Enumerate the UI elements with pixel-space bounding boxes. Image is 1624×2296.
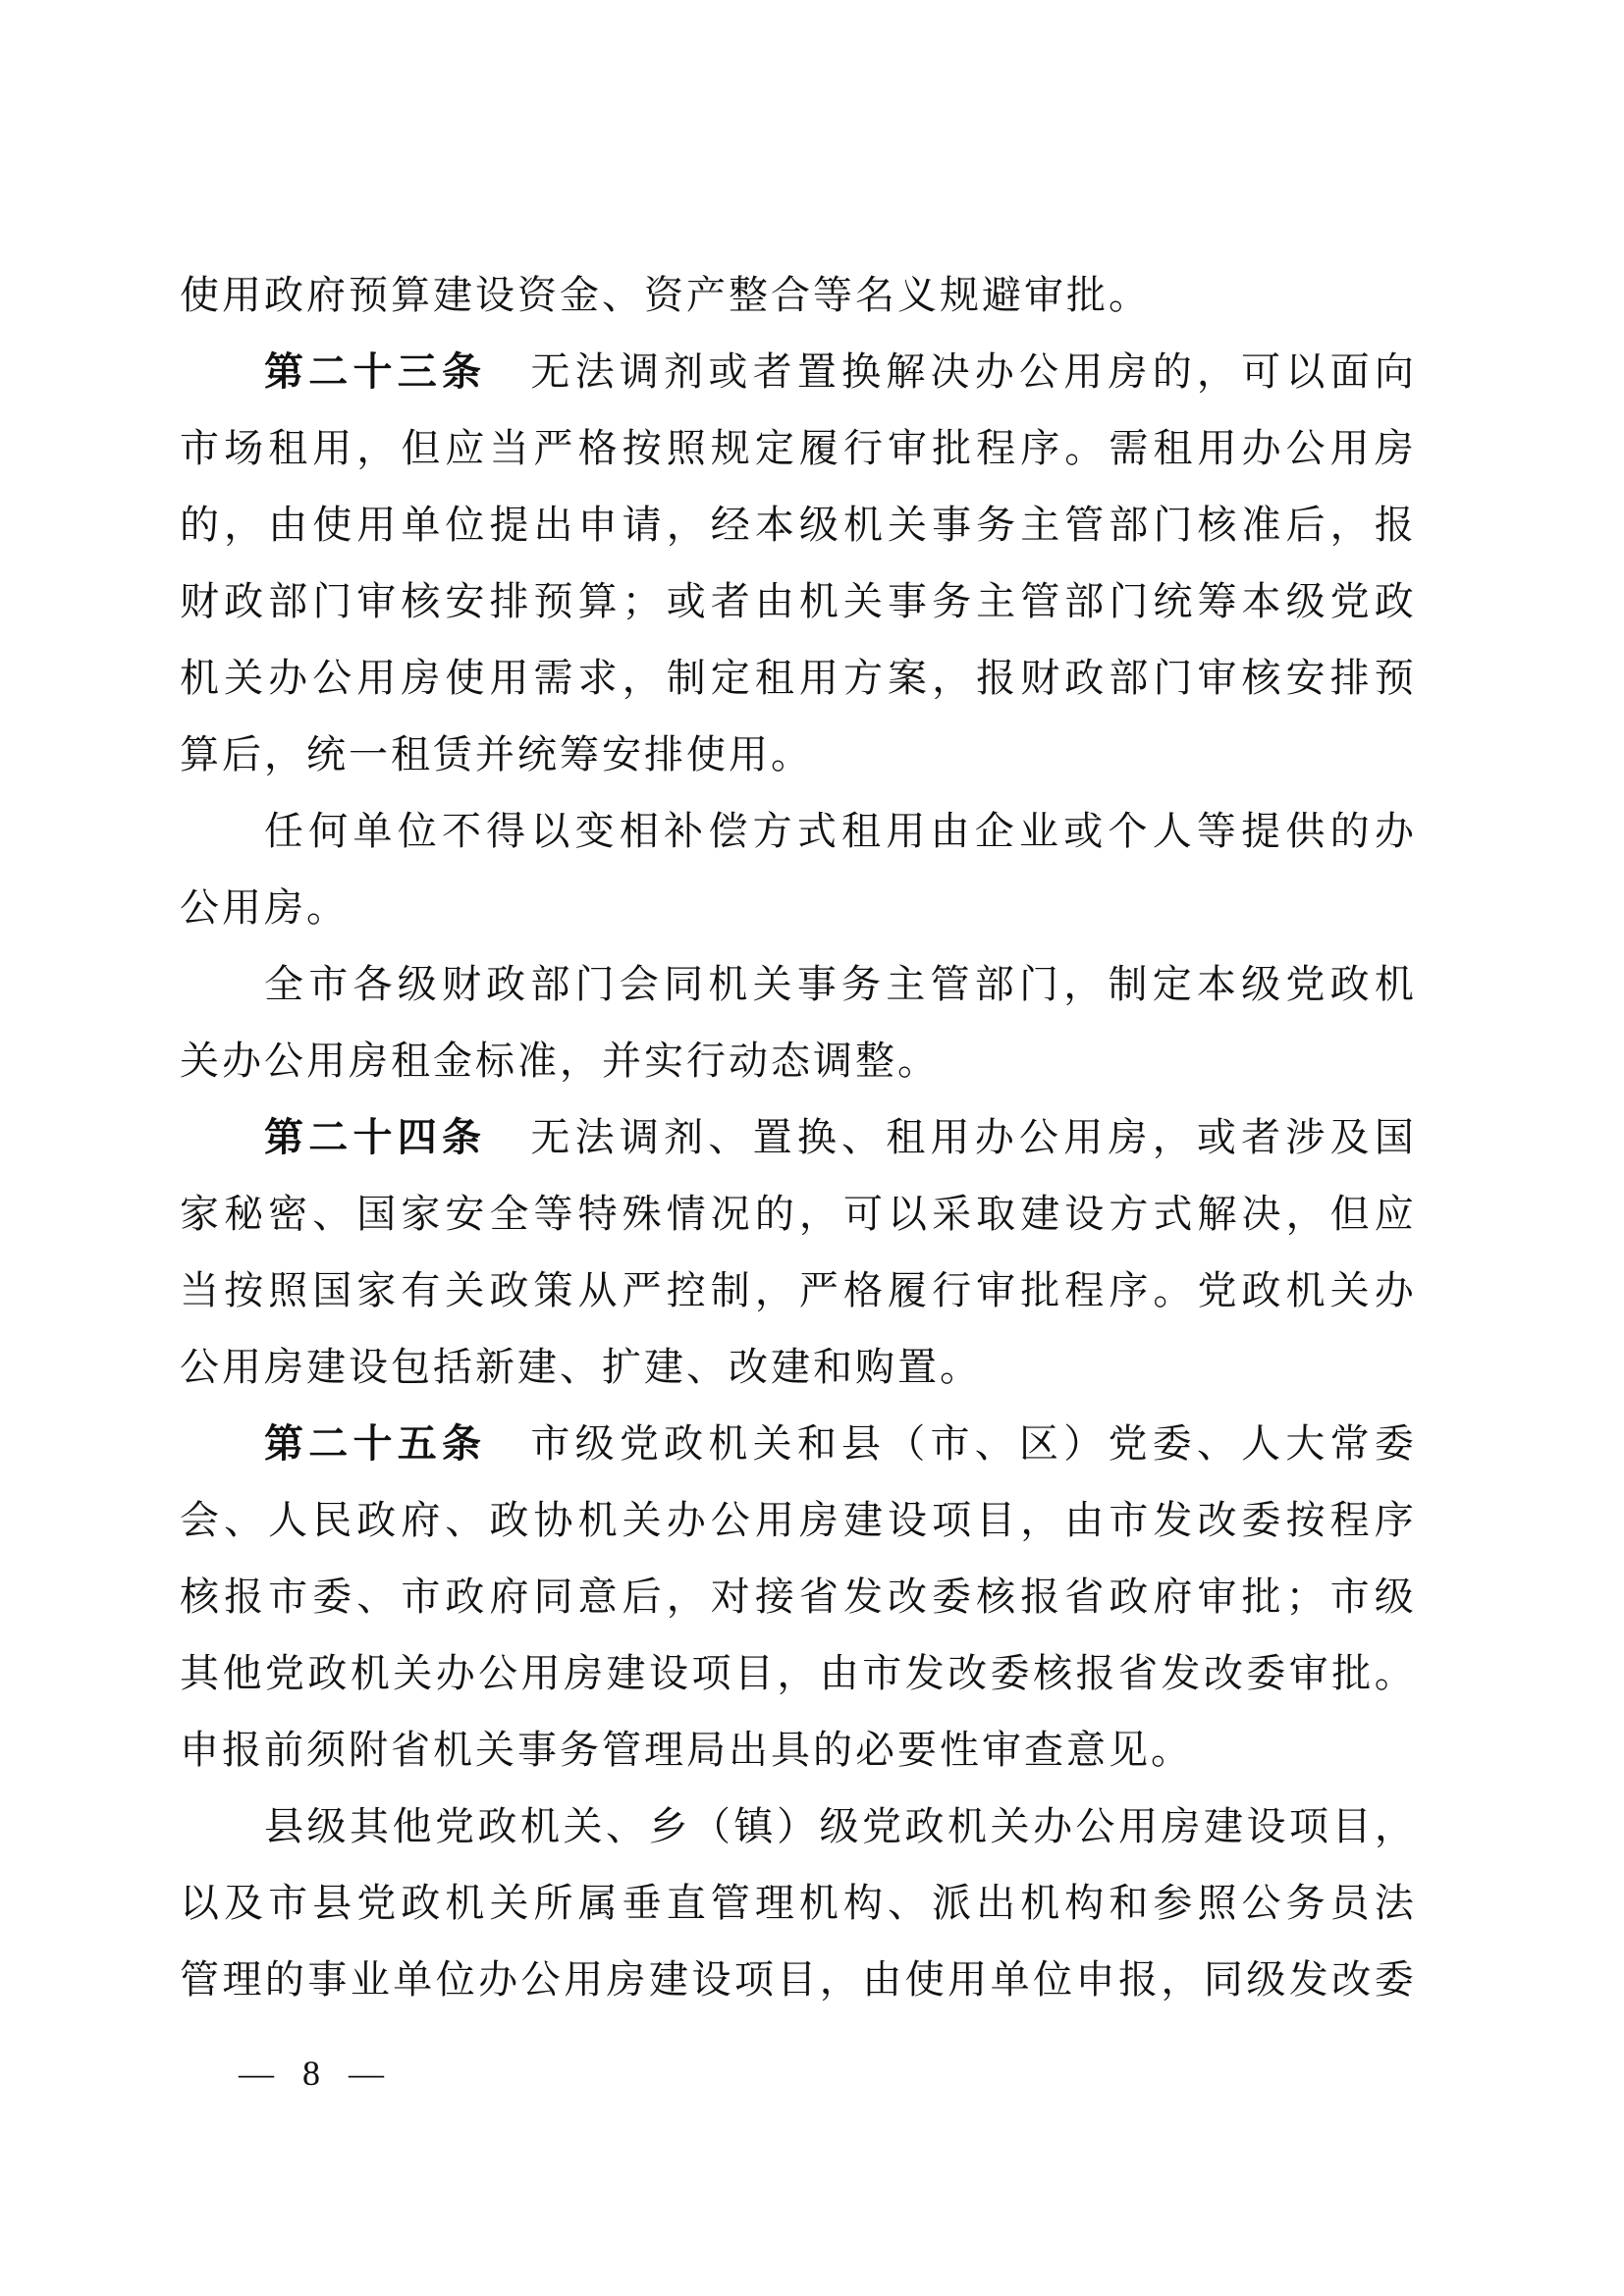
text-line: 财 政 部 门 审 核 安 排 预 算 ； 或 者 由 机 关 事 务 主 管 部 门 统 筹 本 级 党 政 bbox=[180, 579, 1414, 623]
text-line: 算后，统一租赁并统筹安排使用。 bbox=[180, 732, 813, 776]
document-text-block bbox=[180, 257, 1414, 2018]
text-line: 第 二 十 五 条 市 级 党 政 机 关 和 县 （ 市 、 区 ） 党 委 、 人 大 常 委 bbox=[264, 1421, 1414, 1466]
text-line: 管 理 的 事 业 单 位 办 公 用 房 建 设 项 目 ， 由 使 用 单 位 申 报 ， 同 级 发 改 委 bbox=[180, 1957, 1414, 2002]
text-line: 公用房建设包括新建、扩建、改建和购置。 bbox=[180, 1345, 982, 1389]
text-line: 家 秘 密 、 国 家 安 全 等 特 殊 情 况 的 ， 可 以 采 取 建 设 方 式 解 决 ， 但 应 bbox=[180, 1192, 1414, 1236]
text-line: 使用政府预算建设资金、资产整合等名义规避审批。 bbox=[180, 273, 1151, 317]
text-line: 县 级 其 他 党 政 机 关 、 乡 （ 镇 ） 级 党 政 机 关 办 公 用 房 建 设 项 目 ， bbox=[264, 1804, 1414, 1848]
text-line: 全 市 各 级 财 政 部 门 会 同 机 关 事 务 主 管 部 门 ， 制 定 本 级 党 政 机 bbox=[264, 962, 1414, 1006]
text-line: 申报前须附省机关事务管理局出具的必要性审查意见。 bbox=[180, 1728, 1193, 1772]
text-line: 以 及 市 县 党 政 机 关 所 属 垂 直 管 理 机 构 、 派 出 机 构 和 参 照 公 务 员 法 bbox=[180, 1881, 1414, 1925]
page-number: — 8 — bbox=[239, 2054, 394, 2093]
text-line: 公用房。 bbox=[180, 885, 349, 930]
text-line: 机 关 办 公 用 房 使 用 需 求 ， 制 定 租 用 方 案 ， 报 财 政 部 门 审 核 安 排 预 bbox=[180, 656, 1414, 700]
text-line: 当 按 照 国 家 有 关 政 策 从 严 控 制 ， 严 格 履 行 审 批 程 序 。 党 政 机 关 办 bbox=[180, 1268, 1414, 1312]
text-line: 第 二 十 四 条 无 法 调 剂 、 置 换 、 租 用 办 公 用 房 ， 或 者 涉 及 国 bbox=[264, 1115, 1414, 1159]
text-line: 核 报 市 委 、 市 政 府 同 意 后 ， 对 接 省 发 改 委 核 报 省 政 府 审 批 ； 市 级 bbox=[180, 1575, 1414, 1619]
text-line: 会 、 人 民 政 府 、 政 协 机 关 办 公 用 房 建 设 项 目 ， 由 市 发 改 委 按 程 序 bbox=[180, 1498, 1414, 1542]
text-line: 任 何 单 位 不 得 以 变 相 补 偿 方 式 租 用 由 企 业 或 个 人 等 提 供 的 办 bbox=[264, 809, 1414, 853]
text-line: 市 场 租 用 ， 但 应 当 严 格 按 照 规 定 履 行 审 批 程 序 。 需 租 用 办 公 用 房 bbox=[180, 426, 1414, 470]
text-line: 的 ， 由 使 用 单 位 提 出 申 请 ， 经 本 级 机 关 事 务 主 管 部 门 核 准 后 ， 报 bbox=[180, 503, 1414, 547]
text-line: 其 他 党 政 机 关 办 公 用 房 建 设 项 目 ， 由 市 发 改 委 核 报 省 发 改 委 审 批 。 bbox=[180, 1651, 1414, 1695]
text-line: 第 二 十 三 条 无 法 调 剂 或 者 置 换 解 决 办 公 用 房 的 ， 可 以 面 向 bbox=[264, 349, 1414, 394]
text-line: 关办公用房租金标准，并实行动态调整。 bbox=[180, 1039, 940, 1083]
